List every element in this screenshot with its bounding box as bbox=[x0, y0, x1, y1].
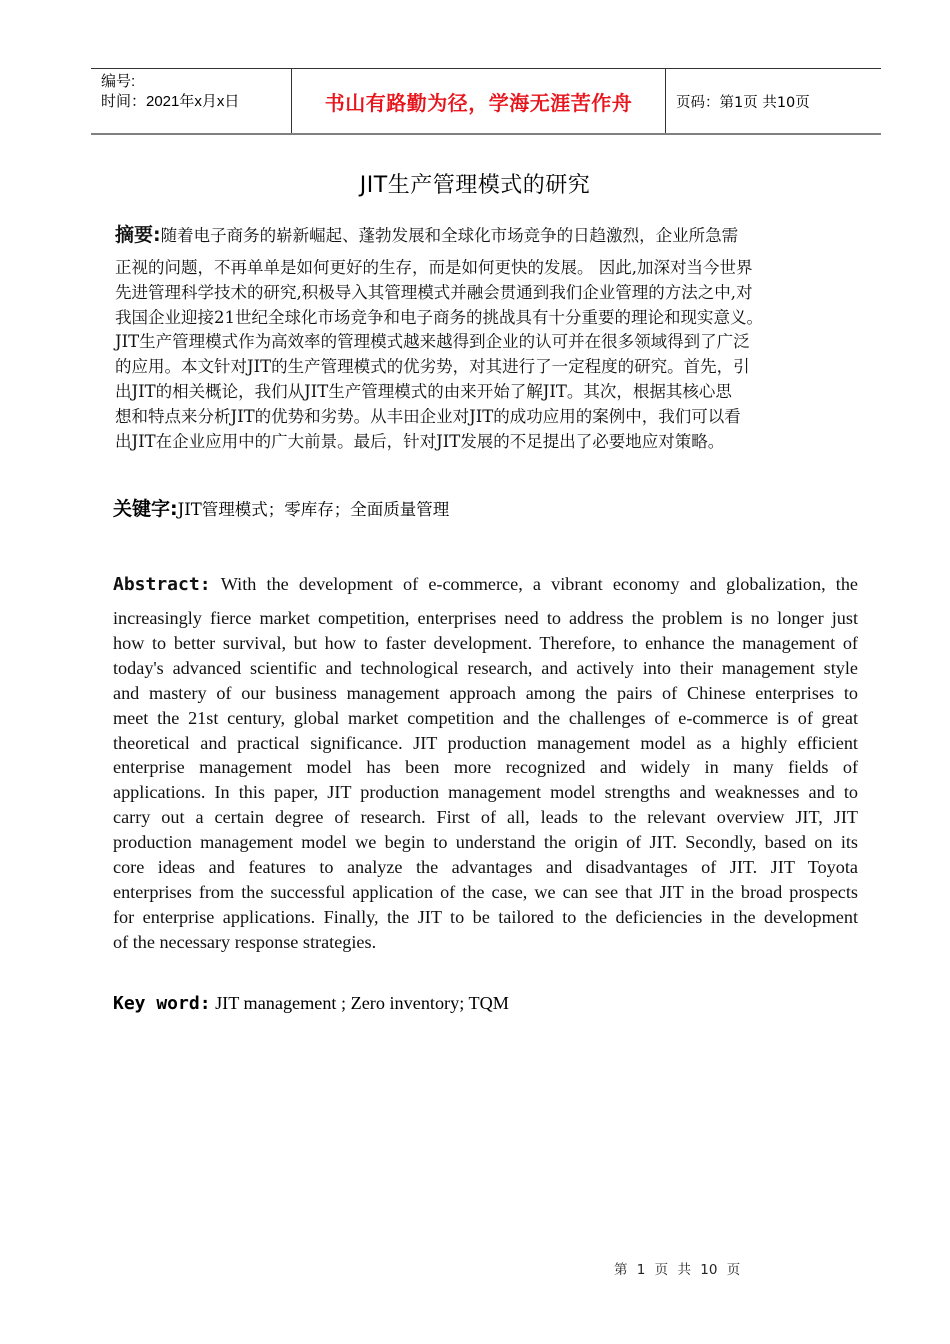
header-page-cell bbox=[666, 69, 881, 133]
en-abstract-line: applications. In this paper, JIT production management model strengths and weaknesses and to bbox=[113, 782, 858, 803]
en-abstract-text-first: With the development of e-commerce, a vibrant economy and globalization, the bbox=[220, 574, 858, 594]
footer-page-number: 第 1 页 共 10 页 bbox=[614, 1262, 741, 1278]
en-abstract-line: enterprises from the successful application of the case, we can see that JIT in the broad prospects bbox=[113, 881, 858, 902]
en-abstract-line: how to better survival, but how to faster development. Therefore, to enhance the management of bbox=[113, 632, 858, 653]
cn-abstract-line: 我国企业迎接21世纪全球化市场竞争和电子商务的挑战具有十分重要的理论和现实意义。 bbox=[115, 307, 763, 327]
cn-abstract-line: 的应用。本文针对JIT的生产管理模式的优劣势，对其进行了一定程度的研究。首先，引 bbox=[115, 357, 750, 377]
chinese-abstract bbox=[115, 220, 860, 454]
cn-abstract-body bbox=[115, 256, 860, 454]
page-footer bbox=[614, 1258, 740, 1278]
en-abstract-body bbox=[113, 606, 858, 955]
en-abstract-line: today's advanced scientific and technological research, and actively into their management style bbox=[113, 657, 858, 678]
header-motto-cell bbox=[292, 69, 666, 133]
en-keywords-label: Key word: bbox=[113, 993, 211, 1014]
cn-abstract-line: 正视的问题，不再单单是如何更好的生存，而是如何更快的发展。 因此,加深对当今世界 bbox=[115, 258, 753, 277]
cn-abstract-line: JIT生产管理模式作为高效率的管理模式越来越得到企业的认可并在很多领域得到了广泛 bbox=[115, 332, 750, 352]
header-page-info: 页码：第1页 共10页 bbox=[676, 94, 810, 111]
cn-abstract-line: 出JIT的相关概论，我们从JIT生产管理模式的由来开始了解JIT。其次，根据其核心思 bbox=[115, 381, 732, 401]
header-meta-cell bbox=[91, 69, 292, 133]
doc-time-label: 时间：2021年x月x日 bbox=[101, 93, 240, 110]
en-abstract-line: enterprise management model has been more recognized and widely in many fields of bbox=[113, 757, 858, 778]
en-abstract-first-line bbox=[113, 570, 858, 599]
chinese-keywords bbox=[113, 494, 449, 521]
english-keywords bbox=[113, 993, 509, 1014]
en-abstract-line: core ideas and features to analyze the advantages and disadvantages of JIT. JIT Toyota bbox=[113, 857, 858, 878]
cn-abstract-line: 先进管理科学技术的研究,积极导入其管理模式并融会贯通到我们企业管理的方法之中,对 bbox=[115, 282, 753, 302]
cn-abstract-label: 摘要: bbox=[115, 224, 161, 246]
en-abstract-line: meet the 21st century, global market competition and the challenges of e-commerce is of great bbox=[113, 707, 858, 728]
en-abstract-line: increasingly fierce market competition, enterprises need to address the problem is no longer just bbox=[113, 608, 858, 628]
cn-abstract-line: 出JIT在企业应用中的广大前景。最后，针对JIT发展的不足提出了必要地应对策略。 bbox=[115, 431, 725, 451]
en-abstract-line: theoretical and practical significance. JIT production management model as a highly efficient bbox=[113, 732, 858, 753]
english-abstract bbox=[113, 570, 858, 955]
cn-abstract-text-first: 随着电子商务的崭新崛起、蓬勃发展和全球化市场竞争的日趋激烈，企业所急需 bbox=[160, 226, 739, 245]
header-motto: 书山有路勤为径，学海无涯苦作舟 bbox=[324, 90, 633, 115]
en-abstract-line: carry out a certain degree of research. First of all, leads to the relevant overview JIT, JIT bbox=[113, 807, 858, 828]
cn-keywords-value: JIT管理模式；零库存；全面质量管理 bbox=[177, 500, 450, 519]
en-keywords-value: JIT management ; Zero inventory; TQM bbox=[215, 993, 509, 1013]
page-header-table bbox=[91, 68, 881, 135]
en-abstract-label: Abstract: bbox=[113, 574, 211, 595]
en-abstract-line: and mastery of our business management approach among the pairs of Chinese enterprises to bbox=[113, 682, 858, 703]
document-title: JIT生产管理模式的研究 bbox=[359, 173, 591, 198]
en-abstract-line: production management model we begin to understand the origin of JIT. Secondly, based on its bbox=[113, 832, 858, 853]
doc-number-label: 编号: bbox=[101, 73, 136, 90]
cn-abstract-line: 想和特点来分析JIT的优势和劣势。从丰田企业对JIT的成功应用的案例中，我们可以看 bbox=[115, 406, 741, 426]
en-abstract-line: for enterprise applications. Finally, the JIT to be tailored to the deficiencies in the development bbox=[113, 906, 858, 927]
cn-keywords-label: 关键字: bbox=[113, 498, 178, 520]
en-abstract-line: of the necessary response strategies. bbox=[113, 931, 377, 952]
cn-abstract-first-line bbox=[115, 220, 860, 251]
